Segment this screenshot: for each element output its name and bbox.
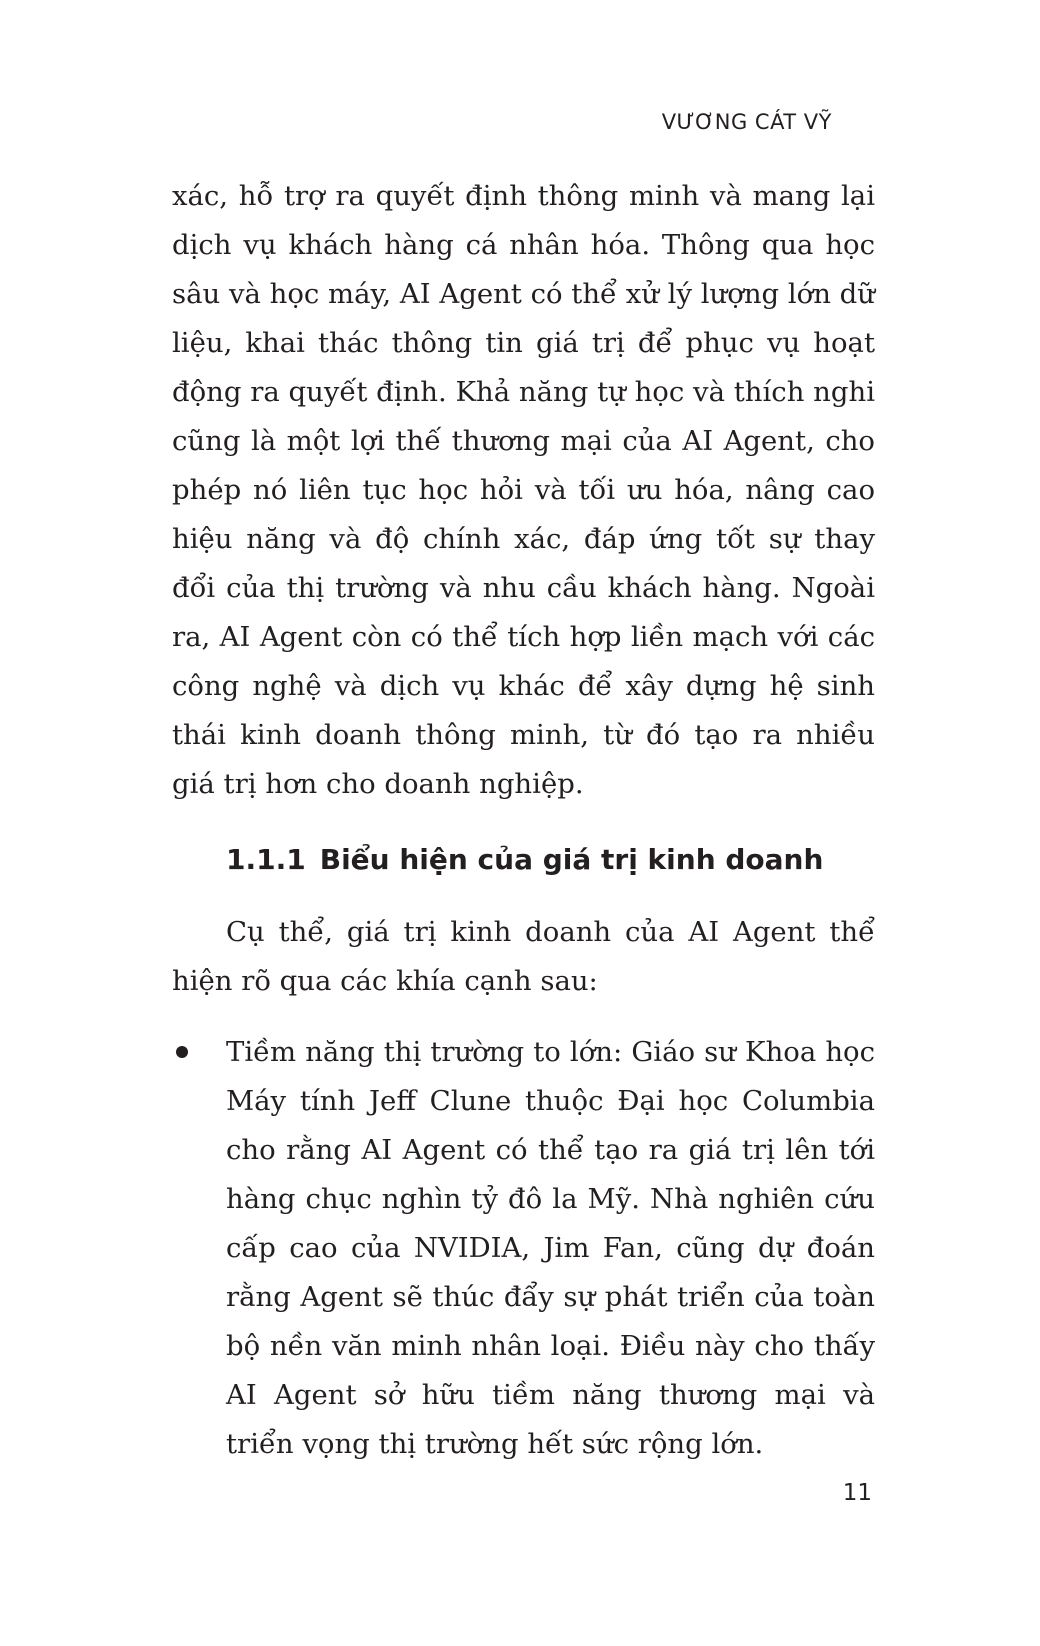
running-header-author: VƯƠNG CÁT VỸ	[661, 110, 832, 134]
section-heading	[226, 840, 823, 880]
bullet-item-text: Tiềm năng thị trường to lớn: Giáo sư Khoa học Máy tính Jeff Clune thuộc Đại học Columbia cho rằng AI Agent có thể tạo ra giá trị lên tới hàng chục nghìn tỷ đô la Mỹ. Nhà nghiên cứu cấp cao của NVIDIA, Jim Fan, cũng dự đoán rằng Agent sẽ thúc đẩy sự phát triển của toàn bộ nền văn minh nhân loại. Điều này cho thấy AI Agent sở hữu tiềm năng thương mại và triển vọng thị trường hết sức rộng lớn.	[226, 1036, 875, 1460]
bullet-dot-icon	[176, 1046, 188, 1058]
section-number: 1.1.1	[226, 843, 306, 876]
body-paragraph-continued: xác, hỗ trợ ra quyết định thông minh và mang lại dịch vụ khách hàng cá nhân hóa. Thông qua học sâu và học máy, AI Agent có thể xử lý lượng lớn dữ liệu, khai thác thông tin giá trị để phục vụ hoạt động ra quyết định. Khả năng tự học và thích nghi cũng là một lợi thế thương mại của AI Agent, cho phép nó liên tục học hỏi và tối ưu hóa, nâng cao hiệu năng và độ chính xác, đáp ứng tốt sự thay đổi của thị trường và nhu cầu khách hàng. Ngoài ra, AI Agent còn có thể tích hợp liền mạch với các công nghệ và dịch vụ khác để xây dựng hệ sinh thái kinh doanh thông minh, từ đó tạo ra nhiều giá trị hơn cho doanh nghiệp.	[172, 180, 875, 800]
bullet-item	[172, 1028, 875, 1469]
section-title: Biểu hiện của giá trị kinh doanh	[319, 843, 824, 876]
page-number: 11	[842, 1480, 872, 1506]
bullet-list	[172, 1028, 875, 1469]
body-paragraph-intro: Cụ thể, giá trị kinh doanh của AI Agent thể hiện rõ qua các khía cạnh sau:	[172, 916, 875, 997]
